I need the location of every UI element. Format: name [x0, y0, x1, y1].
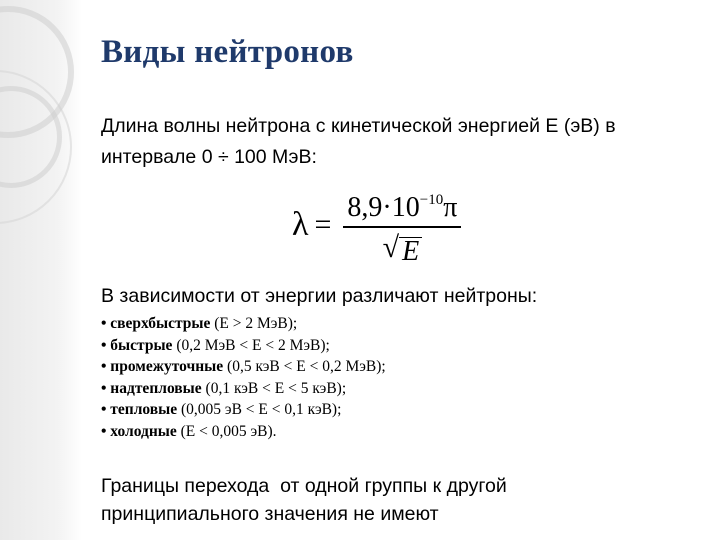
conclusion-line-2: принципиального значения не имеют — [101, 503, 439, 525]
neutron-type-range: (E < 0,005 эВ). — [176, 422, 277, 440]
list-item — [101, 356, 386, 378]
neutron-type-name: • сверхбыстрые — [101, 315, 211, 332]
formula-numerator — [341, 184, 463, 226]
neutron-type-range: (0,2 МэВ < E < 2 МэВ); — [172, 336, 330, 354]
numerator-exponent: −10 — [419, 192, 444, 208]
intro-line-2: интервале 0 ÷ 100 МэВ: — [101, 146, 317, 168]
formula-lambda: λ — [292, 205, 309, 243]
classification-intro: В зависимости от энергии различают нейтроны: — [101, 285, 538, 307]
neutron-type-name: • тепловые — [101, 401, 178, 418]
neutron-type-name: • надтепловые — [101, 379, 202, 397]
conclusion-text — [101, 472, 701, 528]
list-item — [101, 378, 386, 400]
neutron-type-name: • холодные — [101, 422, 177, 440]
list-item — [101, 335, 386, 357]
intro-text — [101, 111, 701, 173]
intro-line-1: Длина волны нейтрона с кинетической энергией E (эВ) в — [101, 115, 616, 137]
numerator-pi: π — [443, 192, 458, 223]
neutron-type-range: (0,005 эВ < E < 0,1 кэВ); — [177, 401, 342, 418]
neutron-type-range: (0,1 кэВ < E < 5 кэВ); — [201, 379, 347, 397]
neutron-type-range: (E > 2 МэВ); — [210, 315, 298, 332]
numerator-value: 8,9·10 — [347, 192, 420, 223]
conclusion-line-1: Границы перехода от одной группы к другой — [101, 475, 507, 497]
list-item — [101, 399, 386, 421]
wavelength-formula — [292, 184, 463, 266]
neutron-type-range: (0,5 кэВ < E < 0,2 МэВ); — [223, 358, 386, 375]
neutron-types-list — [101, 313, 386, 442]
formula-equals: = — [314, 207, 332, 241]
neutron-type-name: • быстрые — [101, 336, 173, 354]
list-item — [101, 421, 386, 443]
sqrt-symbol: √ — [382, 230, 400, 264]
sqrt-argument: E — [399, 237, 422, 266]
formula-fraction — [341, 184, 463, 266]
slide-title: Виды нейтронов — [101, 34, 354, 70]
list-item — [101, 313, 386, 335]
neutron-type-name: • промежуточные — [101, 358, 224, 375]
formula-denominator — [383, 228, 423, 266]
